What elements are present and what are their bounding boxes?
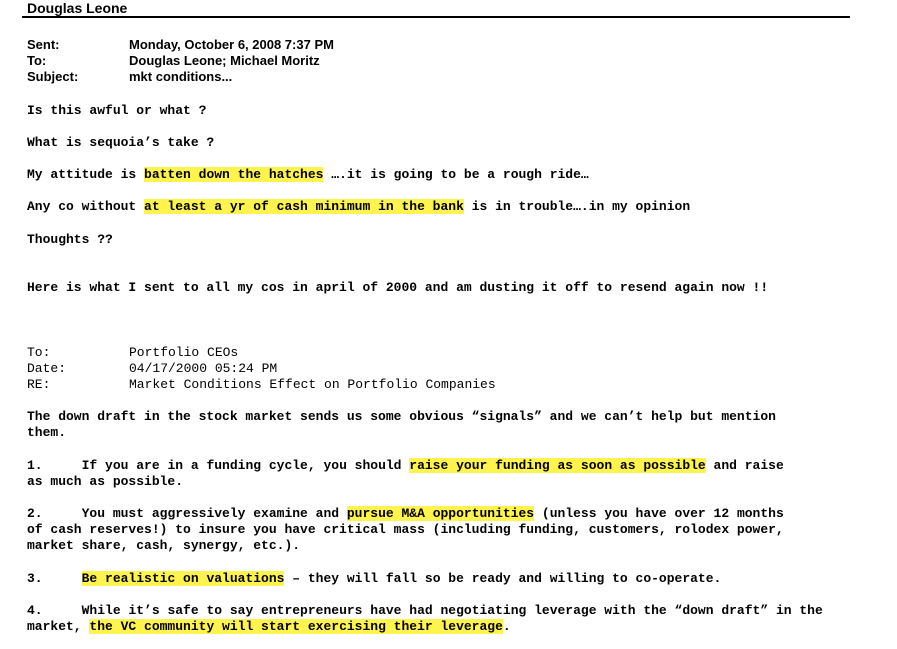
subject-label: Subject: — [27, 69, 79, 84]
body-line-1: Is this awful or what ? — [27, 103, 207, 118]
sent-label: Sent: — [27, 37, 60, 52]
highlight: Be realistic on valuations — [81, 571, 285, 586]
body-line-4: Any co without at least a yr of cash minimum in the bank is in trouble….in my opinion — [27, 199, 691, 214]
header-divider — [22, 16, 850, 18]
highlight: pursue M&A opportunities — [346, 506, 535, 521]
to-value: Douglas Leone; Michael Moritz — [129, 53, 320, 68]
memo-to-label: To: — [27, 345, 51, 360]
sent-value: Monday, October 6, 2008 7:37 PM — [129, 37, 334, 52]
memo-item-1: 1. If you are in a funding cycle, you should raise your funding as soon as possible and raise as much as possible. — [27, 458, 784, 489]
memo-re-label: RE: — [27, 377, 51, 392]
highlight: batten down the hatches — [144, 167, 324, 182]
body-line-3: My attitude is batten down the hatches ….it is going to be a rough ride… — [27, 167, 589, 182]
body-line-5: Thoughts ?? — [27, 232, 113, 247]
subject-value: mkt conditions... — [129, 69, 233, 84]
highlight: raise your funding as soon as possible — [409, 458, 706, 473]
to-label: To: — [27, 53, 47, 68]
sender-name: Douglas Leone — [27, 0, 128, 16]
highlight: the VC community will start exercising their leverage — [89, 619, 503, 634]
body-line-2: What is sequoia’s take ? — [27, 135, 215, 150]
memo-item-3: 3. Be realistic on valuations – they will fall so be ready and willing to co-operate. — [27, 571, 722, 586]
body-line-6: Here is what I sent to all my cos in april of 2000 and am dusting it off to resend again now !! — [27, 280, 769, 295]
memo-date-label: Date: — [27, 361, 67, 376]
memo-date-value: 04/17/2000 05:24 PM — [129, 361, 278, 376]
memo-re-value: Market Conditions Effect on Portfolio Companies — [129, 377, 496, 392]
memo-intro: The down draft in the stock market sends us some obvious “signals” and we can’t help but mention them. — [27, 409, 776, 440]
memo-item-4: 4. While it’s safe to say entrepreneurs have had negotiating leverage with the “down draft” in the market, the VC community will start exercising their leverage. — [27, 603, 823, 634]
memo-item-2: 2. You must aggressively examine and pursue M&A opportunities (unless you have over 12 months of cash reserves!) to insure you have critical mass (including funding, customers, rolodex power, market share, cash, synergy, etc.). — [27, 506, 784, 553]
memo-to-value: Portfolio CEOs — [129, 345, 239, 360]
highlight: at least a yr of cash minimum in the bank — [144, 199, 464, 214]
